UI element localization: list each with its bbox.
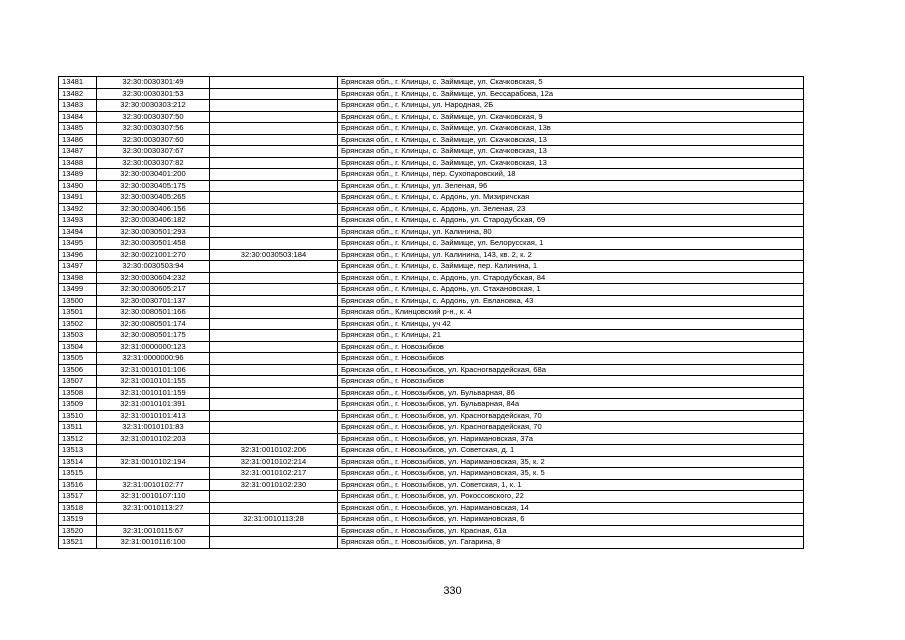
- related-cadastral-number-cell: [210, 433, 338, 445]
- related-cadastral-number-cell: [210, 318, 338, 330]
- table-row: [59, 387, 804, 399]
- cadastral-number-cell: 32:30:0030501:293: [97, 226, 210, 238]
- cadastral-number-cell: 32:31:0000000:96: [97, 353, 210, 365]
- cadastral-number-cell: 32:30:0030503:94: [97, 261, 210, 273]
- related-cadastral-number-cell: 32:31:0010102:217: [210, 468, 338, 480]
- cadastral-number-cell: [97, 468, 210, 480]
- cadastral-number-cell: 32:31:0010102:203: [97, 433, 210, 445]
- related-cadastral-number-cell: [210, 341, 338, 353]
- related-cadastral-number-cell: [210, 502, 338, 514]
- row-number-cell: 13496: [59, 249, 97, 261]
- address-cell: Брянская обл., г. Новозыбков, ул. Наримановская, 6: [338, 514, 804, 526]
- table-row: [59, 422, 804, 434]
- address-cell: Брянская обл., г. Новозыбков, ул. Советская, 1, к. 1: [338, 479, 804, 491]
- cadastral-number-cell: 32:31:0010102:77: [97, 479, 210, 491]
- related-cadastral-number-cell: [210, 525, 338, 537]
- row-number-cell: 13514: [59, 456, 97, 468]
- related-cadastral-number-cell: [210, 410, 338, 422]
- address-cell: Брянская обл., г. Клинцы, с. Ардонь, ул. Евлановка, 43: [338, 295, 804, 307]
- row-number-cell: 13488: [59, 157, 97, 169]
- address-cell: Брянская обл., г. Клинцы, ул. Калинина, 80: [338, 226, 804, 238]
- table-row: [59, 295, 804, 307]
- address-cell: Брянская обл., г. Клинцы, с. Займище, ул. Бессарабова, 12а: [338, 88, 804, 100]
- related-cadastral-number-cell: [210, 284, 338, 296]
- table-row: [59, 445, 804, 457]
- cadastral-number-cell: 32:31:0010101:155: [97, 376, 210, 388]
- row-number-cell: 13493: [59, 215, 97, 227]
- row-number-cell: 13503: [59, 330, 97, 342]
- related-cadastral-number-cell: [210, 180, 338, 192]
- table-row: [59, 307, 804, 319]
- row-number-cell: 13484: [59, 111, 97, 123]
- table-row: [59, 468, 804, 480]
- address-cell: Брянская обл., г. Новозыбков, ул. Советская, д. 1: [338, 445, 804, 457]
- address-cell: Брянская обл., г. Новозыбков, ул. Наримановская, 35, к. 2: [338, 456, 804, 468]
- address-cell: Брянская обл., г. Клинцы, с. Займище, ул. Скачковская, 13: [338, 157, 804, 169]
- address-cell: Брянская обл., г. Клинцы, с. Займище, ул. Скачковская, 9: [338, 111, 804, 123]
- related-cadastral-number-cell: [210, 88, 338, 100]
- row-number-cell: 13485: [59, 123, 97, 135]
- row-number-cell: 13515: [59, 468, 97, 480]
- related-cadastral-number-cell: [210, 192, 338, 204]
- table-row: [59, 514, 804, 526]
- cadastral-number-cell: 32:30:0021001:270: [97, 249, 210, 261]
- cadastral-number-cell: 32:30:0030605:217: [97, 284, 210, 296]
- address-cell: Брянская обл., г. Клинцы, с. Займище, ул. Скачковская, 13: [338, 134, 804, 146]
- address-cell: Брянская обл., г. Новозыбков, ул. Бульварная, 84а: [338, 399, 804, 411]
- address-cell: Брянская обл., г. Клинцы, с. Займище, ул. Скачковская, 13: [338, 146, 804, 158]
- related-cadastral-number-cell: [210, 330, 338, 342]
- related-cadastral-number-cell: [210, 364, 338, 376]
- address-cell: Брянская обл., г. Новозыбков, ул. Гагарина, 8: [338, 537, 804, 549]
- row-number-cell: 13498: [59, 272, 97, 284]
- cadastral-number-cell: 32:30:0030405:175: [97, 180, 210, 192]
- row-number-cell: 13509: [59, 399, 97, 411]
- row-number-cell: 13512: [59, 433, 97, 445]
- related-cadastral-number-cell: [210, 215, 338, 227]
- address-cell: Брянская обл., г. Новозыбков, ул. Наримановская, 14: [338, 502, 804, 514]
- address-cell: Брянская обл., г. Клинцы, с. Займище, пер. Калинина, 1: [338, 261, 804, 273]
- table-row: [59, 157, 804, 169]
- table-row: [59, 341, 804, 353]
- cadastral-number-cell: 32:30:0030301:49: [97, 77, 210, 89]
- table-row: [59, 456, 804, 468]
- cadastral-number-cell: 32:31:0010102:194: [97, 456, 210, 468]
- cadastral-number-cell: 32:30:0080501:175: [97, 330, 210, 342]
- cadastral-number-cell: [97, 445, 210, 457]
- related-cadastral-number-cell: [210, 100, 338, 112]
- related-cadastral-number-cell: [210, 491, 338, 503]
- table-row: [59, 111, 804, 123]
- table-row: [59, 146, 804, 158]
- related-cadastral-number-cell: [210, 272, 338, 284]
- cadastral-number-cell: 32:31:0010101:159: [97, 387, 210, 399]
- row-number-cell: 13499: [59, 284, 97, 296]
- cadastral-number-cell: 32:31:0010101:83: [97, 422, 210, 434]
- cadastral-number-cell: 32:31:0010101:106: [97, 364, 210, 376]
- table-row: [59, 537, 804, 549]
- table-row: [59, 203, 804, 215]
- table-row: [59, 479, 804, 491]
- cadastral-number-cell: 32:31:0010101:413: [97, 410, 210, 422]
- address-cell: Брянская обл., г. Новозыбков: [338, 341, 804, 353]
- address-cell: Брянская обл., г. Новозыбков, ул. Красная, 61а: [338, 525, 804, 537]
- cadastral-number-cell: 32:31:0010113:27: [97, 502, 210, 514]
- cadastral-number-cell: 32:30:0030307:50: [97, 111, 210, 123]
- address-cell: Брянская обл., г. Новозыбков, ул. Красногвардейская, 68а: [338, 364, 804, 376]
- address-cell: Брянская обл., г. Клинцы, с. Займище, ул. Белорусская, 1: [338, 238, 804, 250]
- related-cadastral-number-cell: [210, 157, 338, 169]
- address-cell: Брянская обл., г. Новозыбков, ул. Красногвардейская, 70: [338, 422, 804, 434]
- table-row: [59, 502, 804, 514]
- address-cell: Брянская обл., г. Клинцы, с. Ардонь, ул. Стахановская, 1: [338, 284, 804, 296]
- address-cell: Брянская обл., г. Новозыбков: [338, 353, 804, 365]
- related-cadastral-number-cell: [210, 261, 338, 273]
- row-number-cell: 13520: [59, 525, 97, 537]
- row-number-cell: 13506: [59, 364, 97, 376]
- related-cadastral-number-cell: [210, 422, 338, 434]
- related-cadastral-number-cell: [210, 134, 338, 146]
- cadastral-number-cell: 32:31:0000000:123: [97, 341, 210, 353]
- row-number-cell: 13505: [59, 353, 97, 365]
- row-number-cell: 13516: [59, 479, 97, 491]
- cadastral-number-cell: 32:31:0010101:391: [97, 399, 210, 411]
- address-cell: Брянская обл., Клинцовский р-н., к. 4: [338, 307, 804, 319]
- row-number-cell: 13491: [59, 192, 97, 204]
- related-cadastral-number-cell: [210, 169, 338, 181]
- related-cadastral-number-cell: [210, 537, 338, 549]
- row-number-cell: 13519: [59, 514, 97, 526]
- cadastral-number-cell: 32:30:0030406:182: [97, 215, 210, 227]
- table-row: [59, 215, 804, 227]
- registry-table: [58, 76, 804, 549]
- related-cadastral-number-cell: 32:31:0010102:230: [210, 479, 338, 491]
- cadastral-number-cell: 32:30:0030405:265: [97, 192, 210, 204]
- related-cadastral-number-cell: 32:31:0010113:28: [210, 514, 338, 526]
- table-row: [59, 77, 804, 89]
- table-row: [59, 399, 804, 411]
- address-cell: Брянская обл., г. Клинцы, ул. Зеленая, 96: [338, 180, 804, 192]
- row-number-cell: 13502: [59, 318, 97, 330]
- table-row: [59, 376, 804, 388]
- address-cell: Брянская обл., г. Клинцы, уч 42: [338, 318, 804, 330]
- table-row: [59, 491, 804, 503]
- cadastral-number-cell: 32:30:0030406:156: [97, 203, 210, 215]
- cadastral-number-cell: 32:30:0030301:53: [97, 88, 210, 100]
- row-number-cell: 13497: [59, 261, 97, 273]
- row-number-cell: 13482: [59, 88, 97, 100]
- table-row: [59, 272, 804, 284]
- row-number-cell: 13481: [59, 77, 97, 89]
- address-cell: Брянская обл., г. Новозыбков, ул. Наримановская, 35, к. 5: [338, 468, 804, 480]
- table-row: [59, 100, 804, 112]
- row-number-cell: 13511: [59, 422, 97, 434]
- row-number-cell: 13492: [59, 203, 97, 215]
- table-row: [59, 433, 804, 445]
- row-number-cell: 13521: [59, 537, 97, 549]
- address-cell: Брянская обл., г. Новозыбков: [338, 376, 804, 388]
- row-number-cell: 13489: [59, 169, 97, 181]
- table-row: [59, 284, 804, 296]
- table-row: [59, 238, 804, 250]
- address-cell: Брянская обл., г. Клинцы, с. Ардонь, ул. Мизиричская: [338, 192, 804, 204]
- page-number: 330: [443, 585, 462, 597]
- related-cadastral-number-cell: [210, 307, 338, 319]
- related-cadastral-number-cell: [210, 226, 338, 238]
- row-number-cell: 13517: [59, 491, 97, 503]
- table-row: [59, 192, 804, 204]
- table-row: [59, 134, 804, 146]
- table-row: [59, 169, 804, 181]
- table-row: [59, 249, 804, 261]
- table-row: [59, 180, 804, 192]
- cadastral-number-cell: 32:31:0010115:67: [97, 525, 210, 537]
- cadastral-number-cell: 32:30:0030501:458: [97, 238, 210, 250]
- related-cadastral-number-cell: [210, 77, 338, 89]
- registry-table-body: [59, 77, 804, 549]
- row-number-cell: 13486: [59, 134, 97, 146]
- related-cadastral-number-cell: 32:30:0030503:184: [210, 249, 338, 261]
- table-row: [59, 226, 804, 238]
- cadastral-number-cell: [97, 514, 210, 526]
- cadastral-number-cell: 32:30:0030307:82: [97, 157, 210, 169]
- cadastral-number-cell: 32:30:0030303:212: [97, 100, 210, 112]
- address-cell: Брянская обл., г. Клинцы, ул. Народная, 2Б: [338, 100, 804, 112]
- cadastral-number-cell: 32:30:0030307:56: [97, 123, 210, 135]
- table-row: [59, 353, 804, 365]
- cadastral-number-cell: 32:30:0080501:174: [97, 318, 210, 330]
- cadastral-number-cell: 32:30:0030307:67: [97, 146, 210, 158]
- address-cell: Брянская обл., г. Новозыбков, ул. Красногвардейская, 70: [338, 410, 804, 422]
- related-cadastral-number-cell: [210, 238, 338, 250]
- table-row: [59, 525, 804, 537]
- table-row: [59, 364, 804, 376]
- related-cadastral-number-cell: [210, 146, 338, 158]
- related-cadastral-number-cell: [210, 376, 338, 388]
- table-row: [59, 318, 804, 330]
- row-number-cell: 13508: [59, 387, 97, 399]
- row-number-cell: 13518: [59, 502, 97, 514]
- address-cell: Брянская обл., г. Клинцы, с. Ардонь, ул. Стародубская, 69: [338, 215, 804, 227]
- address-cell: Брянская обл., г. Клинцы, с. Займище, ул. Скачковская, 13в: [338, 123, 804, 135]
- related-cadastral-number-cell: [210, 353, 338, 365]
- table-row: [59, 88, 804, 100]
- related-cadastral-number-cell: [210, 123, 338, 135]
- related-cadastral-number-cell: 32:31:0010102:206: [210, 445, 338, 457]
- address-cell: Брянская обл., г. Новозыбков, ул. Бульварная, 86: [338, 387, 804, 399]
- related-cadastral-number-cell: [210, 111, 338, 123]
- row-number-cell: 13507: [59, 376, 97, 388]
- cadastral-number-cell: 32:31:0010107:110: [97, 491, 210, 503]
- row-number-cell: 13501: [59, 307, 97, 319]
- address-cell: Брянская обл., г. Клинцы, пер. Сухопаровский, 18: [338, 169, 804, 181]
- row-number-cell: 13513: [59, 445, 97, 457]
- row-number-cell: 13487: [59, 146, 97, 158]
- row-number-cell: 13495: [59, 238, 97, 250]
- cadastral-number-cell: 32:31:0010116:100: [97, 537, 210, 549]
- related-cadastral-number-cell: [210, 295, 338, 307]
- row-number-cell: 13494: [59, 226, 97, 238]
- table-row: [59, 410, 804, 422]
- row-number-cell: 13500: [59, 295, 97, 307]
- table-row: [59, 261, 804, 273]
- cadastral-number-cell: 32:30:0030604:232: [97, 272, 210, 284]
- related-cadastral-number-cell: 32:31:0010102:214: [210, 456, 338, 468]
- cadastral-number-cell: 32:30:0030401:200: [97, 169, 210, 181]
- row-number-cell: 13490: [59, 180, 97, 192]
- row-number-cell: 13483: [59, 100, 97, 112]
- related-cadastral-number-cell: [210, 399, 338, 411]
- table-row: [59, 330, 804, 342]
- address-cell: Брянская обл., г. Новозыбков, ул. Наримановская, 37а: [338, 433, 804, 445]
- cadastral-number-cell: 32:30:0030307:60: [97, 134, 210, 146]
- related-cadastral-number-cell: [210, 203, 338, 215]
- cadastral-number-cell: 32:30:0080501:166: [97, 307, 210, 319]
- table-row: [59, 123, 804, 135]
- address-cell: Брянская обл., г. Клинцы, с. Займище, ул. Скачковская, 5: [338, 77, 804, 89]
- address-cell: Брянская обл., г. Клинцы, ул. Калинина, 143, кв. 2, к. 2: [338, 249, 804, 261]
- row-number-cell: 13510: [59, 410, 97, 422]
- row-number-cell: 13504: [59, 341, 97, 353]
- address-cell: Брянская обл., г. Клинцы, с. Ардонь, ул. Зеленая, 23: [338, 203, 804, 215]
- cadastral-number-cell: 32:30:0030701:137: [97, 295, 210, 307]
- address-cell: Брянская обл., г. Новозыбков, ул. Рокоссовского, 22: [338, 491, 804, 503]
- related-cadastral-number-cell: [210, 387, 338, 399]
- address-cell: Брянская обл., г. Клинцы, 21: [338, 330, 804, 342]
- address-cell: Брянская обл., г. Клинцы, с. Ардонь, ул. Стародубская, 84: [338, 272, 804, 284]
